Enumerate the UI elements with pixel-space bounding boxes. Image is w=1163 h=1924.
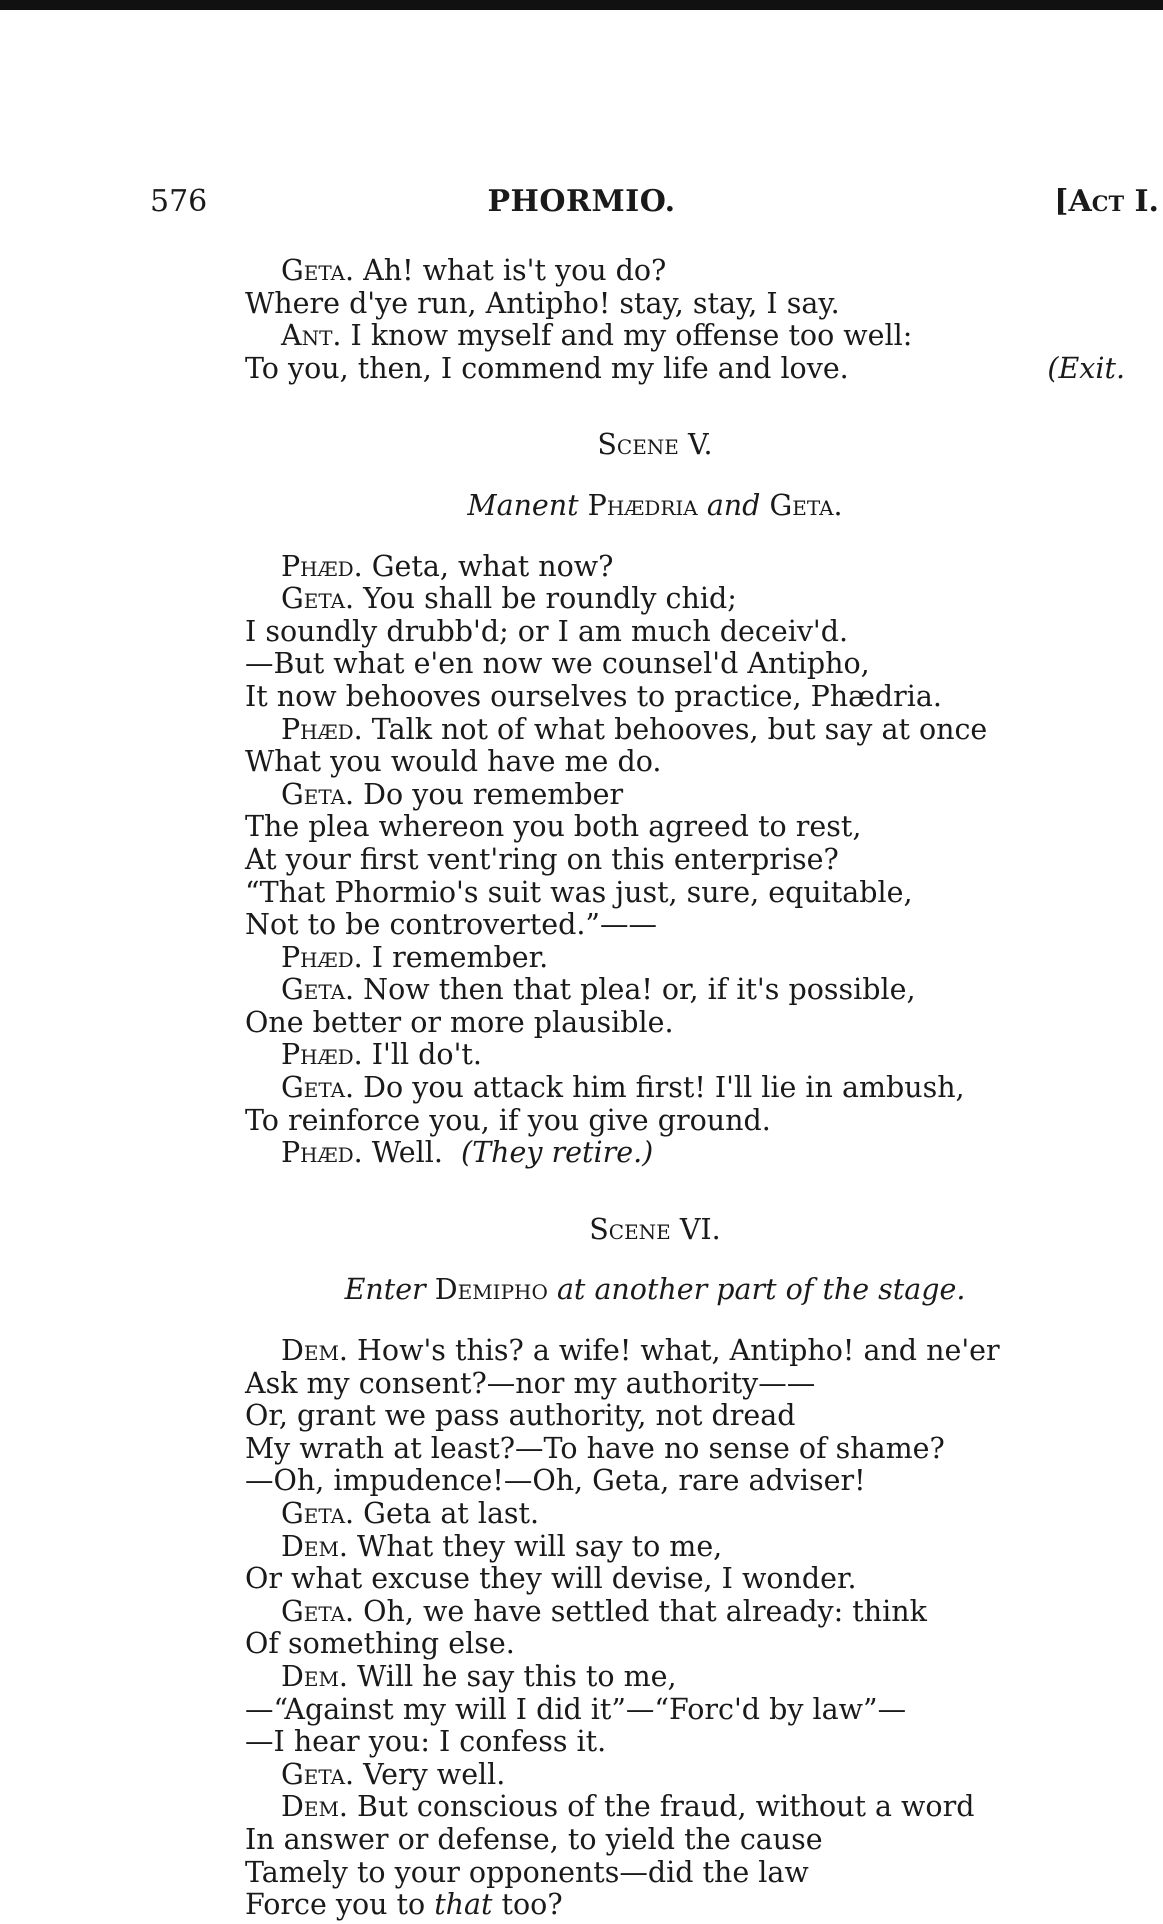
speaker-name: Ant. [281, 319, 342, 353]
line-text: —But what e'en now we counsel'd Antipho, [245, 647, 870, 681]
dialogue-line [245, 1039, 1125, 1072]
speaker-name: Geta. [281, 1071, 355, 1105]
line-text: How's this? a wife! what, Antipho! and ne'er [348, 1334, 1000, 1368]
line-text: To reinforce you, if you give ground. [245, 1103, 771, 1137]
dialogue-line [245, 288, 1125, 321]
line-text: I soundly drubb'd; or I am much deceiv'd. [245, 614, 849, 648]
dialogue-line [245, 1726, 1125, 1759]
dialogue-line [245, 1791, 1125, 1824]
dialogue-line [245, 583, 1125, 616]
line-text: Ah! what is't you do? [354, 254, 667, 287]
speaker-name: Geta. [281, 582, 355, 616]
dialogue-line [245, 353, 1125, 386]
dialogue-line: Phæd. Well. (They retire.) [281, 1136, 654, 1170]
scene-5-direction: Manent Phædria and Geta. [467, 488, 843, 522]
dialogue-line [245, 1661, 1125, 1694]
line-text: Where d'ye run, Antipho! stay, stay, I say. [245, 286, 840, 320]
dialogue-line [245, 1072, 1125, 1105]
dialogue-line [245, 1368, 1125, 1401]
dialogue-line [245, 942, 1125, 975]
line-text: —“Against my will I did it”—“Forc'd by law”— [245, 1692, 907, 1726]
line-text: What they will say to me, [348, 1529, 723, 1563]
dialogue-line [245, 1531, 1125, 1564]
speaker-name: Dem. [281, 1659, 348, 1693]
line-text: I know myself and my offense too well: [341, 319, 913, 353]
line-text: To you, then, I commend my life and love. [245, 351, 849, 385]
line-text: Do you remember [354, 777, 624, 811]
line-text: My wrath at least?—To have no sense of shame? [245, 1431, 945, 1465]
line-text: Talk not of what behooves, but say at once [362, 712, 988, 746]
speaker-name: Dem. [281, 1529, 348, 1563]
dialogue-line [245, 1105, 1125, 1138]
top-edge-rule [0, 0, 1163, 10]
speaker-name: Phæd. [281, 712, 363, 746]
speaker-name: Phæd. [281, 1038, 363, 1072]
line-text: —I hear you: I confess it. [245, 1725, 607, 1759]
speaker-name: Dem. [281, 1334, 348, 1368]
dialogue-line [245, 877, 1125, 910]
line-text: —Oh, impudence!—Oh, Geta, rare adviser! [245, 1464, 866, 1498]
dialogue-line [245, 1596, 1125, 1629]
dialogue-line [245, 909, 1125, 942]
dialogue-line [245, 255, 1125, 288]
line-text: Tamely to your opponents—did the law [245, 1855, 809, 1889]
dialogue-line [245, 1628, 1125, 1661]
dialogue-line [245, 844, 1125, 877]
speaker-name: Geta. [281, 1497, 355, 1530]
line-text: Geta at last. [354, 1497, 540, 1530]
speaker-name: Geta. [281, 254, 355, 287]
speaker-name: Phæd. [281, 940, 363, 974]
dialogue-line [245, 1007, 1125, 1040]
speaker-name: Geta. [281, 1757, 355, 1791]
line-text: Very well. [354, 1757, 506, 1791]
scene-6-heading: Scene VI. [589, 1212, 721, 1246]
line-text: What you would have me do. [245, 745, 662, 779]
line-text: The plea whereon you both agreed to rest, [245, 810, 862, 844]
scene-4-ending [245, 255, 1125, 385]
line-text: One better or more plausible. [245, 1005, 674, 1039]
dialogue-line [245, 746, 1125, 779]
dialogue-line [245, 1694, 1125, 1727]
dialogue-line [245, 1563, 1125, 1596]
dialogue-line [245, 811, 1125, 844]
dialogue-line [245, 1465, 1125, 1498]
dialogue-line [245, 1335, 1125, 1368]
line-text: You shall be roundly chid; [354, 582, 737, 616]
dialogue-line [245, 681, 1125, 714]
dialogue-line [245, 1498, 1125, 1531]
line-text: Ask my consent?—nor my authority—— [245, 1366, 816, 1400]
dialogue-line [245, 1433, 1125, 1466]
line-text: In answer or defense, to yield the cause [245, 1822, 823, 1856]
speaker-name: Phæd. [281, 549, 363, 583]
dialogue-line: Force you to that too? [245, 1888, 563, 1922]
line-text: Geta, what now? [362, 549, 614, 583]
page-number: 576 [150, 184, 208, 219]
dialogue-line [245, 1400, 1125, 1433]
dialogue-line [245, 1759, 1125, 1792]
dialogue-line [245, 974, 1125, 1007]
line-text: Of something else. [245, 1627, 515, 1661]
line-text: Or what excuse they will devise, I wonder. [245, 1562, 857, 1596]
stage-direction-exit: (Exit. [1047, 351, 1125, 385]
line-text: “That Phormio's suit was just, sure, equitable, [245, 875, 913, 909]
scene-6-direction: Enter Demipho at another part of the stage. [344, 1273, 966, 1307]
line-text: I'll do't. [362, 1038, 482, 1072]
scene-5-heading: Scene V. [597, 428, 713, 462]
line-text: Do you attack him first! I'll lie in ambush, [354, 1071, 965, 1105]
scene-5-dialogue [245, 551, 1125, 1138]
scene-6-dialogue [245, 1335, 1125, 1889]
line-text: Oh, we have settled that already: think [354, 1594, 927, 1628]
dialogue-line [245, 551, 1125, 584]
dialogue-line [245, 320, 1125, 353]
dialogue-line [245, 616, 1125, 649]
dialogue-line [245, 1824, 1125, 1857]
line-text: At your first vent'ring on this enterprise? [245, 842, 839, 876]
speaker-name: Dem. [281, 1790, 348, 1824]
play-text [245, 255, 1125, 1922]
dialogue-line [245, 714, 1125, 747]
act-label: [Act I. [1054, 184, 1159, 219]
line-text: It now behooves ourselves to practice, Phædria. [245, 679, 942, 713]
running-title: PHORMIO. [487, 184, 676, 219]
line-text: Now then that plea! or, if it's possible, [354, 973, 916, 1007]
dialogue-line [245, 648, 1125, 681]
speaker-name: Geta. [281, 1594, 355, 1628]
line-text: Will he say this to me, [348, 1659, 677, 1693]
line-text: Or, grant we pass authority, not dread [245, 1399, 796, 1433]
speaker-name: Geta. [281, 973, 355, 1007]
line-text: Not to be controverted.”—— [245, 908, 657, 942]
line-text: But conscious of the fraud, without a word [348, 1790, 975, 1824]
speaker-name: Geta. [281, 777, 355, 811]
dialogue-line [245, 779, 1125, 812]
line-text: I remember. [362, 940, 549, 974]
dialogue-line [245, 1857, 1125, 1890]
